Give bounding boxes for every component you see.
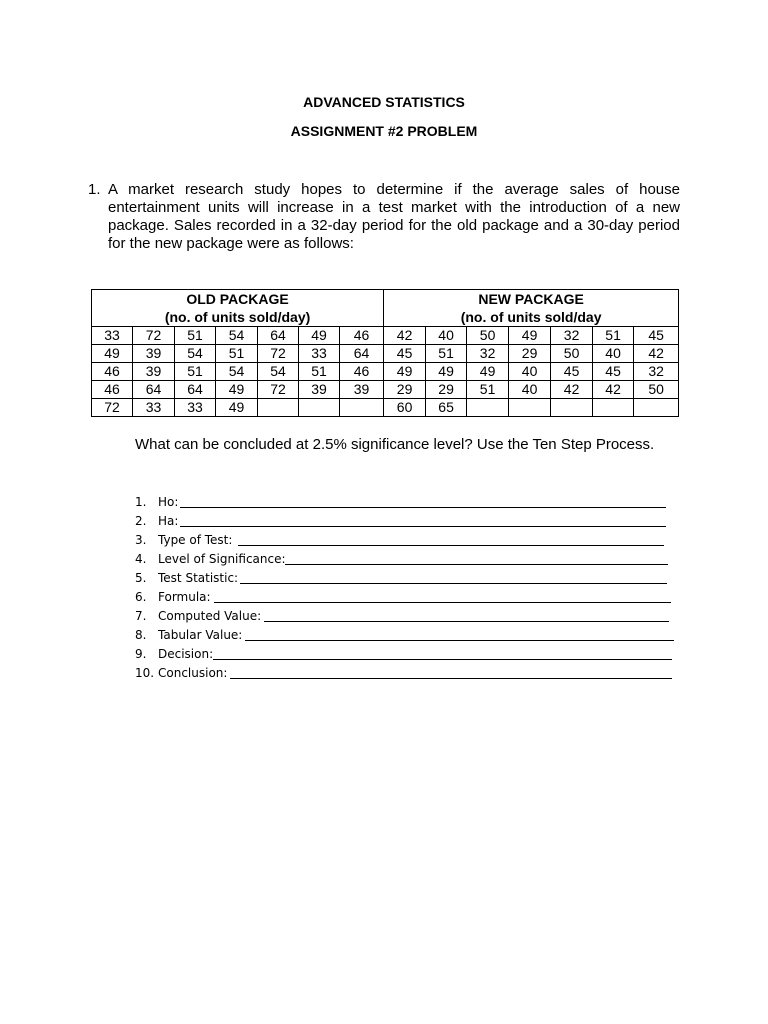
old-package-header bbox=[92, 290, 384, 327]
old-package-cell: 51 bbox=[216, 345, 258, 363]
new-package-cell: 49 bbox=[467, 363, 509, 381]
new-package-cell: 42 bbox=[634, 345, 679, 363]
answer-line[interactable] bbox=[213, 659, 672, 660]
new-package-cell: 49 bbox=[384, 363, 426, 381]
document-title: ADVANCED STATISTICS bbox=[303, 94, 465, 110]
new-package-cell bbox=[551, 399, 593, 417]
new-package-subtitle: (no. of units sold/day bbox=[460, 309, 602, 325]
old-package-cell: 33 bbox=[299, 345, 340, 363]
answer-line[interactable] bbox=[214, 602, 671, 603]
answer-line[interactable] bbox=[238, 545, 664, 546]
new-package-cell bbox=[467, 399, 509, 417]
answer-line[interactable] bbox=[240, 583, 667, 584]
new-package-cell: 45 bbox=[593, 363, 634, 381]
old-package-cell: 49 bbox=[92, 345, 133, 363]
step-number: 2. bbox=[135, 514, 147, 528]
new-package-cell bbox=[593, 399, 634, 417]
answer-line[interactable] bbox=[230, 678, 672, 679]
old-package-cell: 64 bbox=[340, 345, 384, 363]
step-number: 8. bbox=[135, 628, 147, 642]
step-label: Conclusion: bbox=[158, 666, 228, 680]
new-package-cell: 42 bbox=[384, 327, 426, 345]
new-package-cell: 51 bbox=[467, 381, 509, 399]
table-row bbox=[92, 345, 679, 363]
old-package-cell: 72 bbox=[133, 327, 175, 345]
old-package-cell: 46 bbox=[340, 327, 384, 345]
old-package-cell: 64 bbox=[133, 381, 175, 399]
assignment-title: ASSIGNMENT #2 PROBLEM bbox=[290, 123, 478, 139]
new-package-cell bbox=[509, 399, 551, 417]
old-package-cell: 54 bbox=[216, 363, 258, 381]
new-package-cell: 45 bbox=[551, 363, 593, 381]
old-package-subtitle: (no. of units sold/day) bbox=[164, 309, 311, 325]
step-label: Ha: bbox=[158, 514, 179, 528]
sales-table-body bbox=[92, 327, 679, 417]
old-package-cell: 39 bbox=[133, 363, 175, 381]
answer-line[interactable] bbox=[264, 621, 669, 622]
answer-line[interactable] bbox=[285, 564, 668, 565]
old-package-cell: 72 bbox=[258, 345, 299, 363]
old-package-cell: 46 bbox=[92, 381, 133, 399]
old-package-cell: 51 bbox=[299, 363, 340, 381]
new-package-cell: 29 bbox=[426, 381, 467, 399]
old-package-cell: 54 bbox=[258, 363, 299, 381]
step-label: Computed Value: bbox=[158, 609, 262, 623]
old-package-cell bbox=[258, 399, 299, 417]
old-package-cell: 39 bbox=[299, 381, 340, 399]
answer-line[interactable] bbox=[245, 640, 674, 641]
old-package-cell: 72 bbox=[258, 381, 299, 399]
new-package-cell: 40 bbox=[509, 363, 551, 381]
step-label: Level of Significance: bbox=[158, 552, 286, 566]
problem-statement bbox=[88, 181, 680, 253]
new-package-cell: 29 bbox=[509, 345, 551, 363]
new-package-cell: 50 bbox=[467, 327, 509, 345]
old-package-cell: 49 bbox=[216, 381, 258, 399]
new-package-cell: 40 bbox=[509, 381, 551, 399]
new-package-cell: 45 bbox=[634, 327, 679, 345]
old-package-cell: 49 bbox=[299, 327, 340, 345]
step-number: 4. bbox=[135, 552, 147, 566]
step-label: Type of Test: bbox=[158, 533, 233, 547]
old-package-cell: 49 bbox=[216, 399, 258, 417]
new-package-cell bbox=[634, 399, 679, 417]
new-package-cell: 51 bbox=[426, 345, 467, 363]
new-package-cell: 32 bbox=[551, 327, 593, 345]
step-number: 9. bbox=[135, 647, 147, 661]
new-package-cell: 42 bbox=[551, 381, 593, 399]
step-label: Test Statistic: bbox=[158, 571, 239, 585]
new-package-cell: 50 bbox=[551, 345, 593, 363]
table-row bbox=[92, 363, 679, 381]
old-package-cell bbox=[299, 399, 340, 417]
new-package-cell: 40 bbox=[593, 345, 634, 363]
new-package-cell: 65 bbox=[426, 399, 467, 417]
new-package-cell: 51 bbox=[593, 327, 634, 345]
new-package-cell: 40 bbox=[426, 327, 467, 345]
new-package-title: NEW PACKAGE bbox=[478, 291, 584, 307]
new-package-cell: 50 bbox=[634, 381, 679, 399]
old-package-cell: 39 bbox=[133, 345, 175, 363]
old-package-cell: 54 bbox=[216, 327, 258, 345]
new-package-cell: 29 bbox=[384, 381, 426, 399]
new-package-cell: 49 bbox=[426, 363, 467, 381]
old-package-cell: 64 bbox=[175, 381, 216, 399]
new-package-header bbox=[384, 290, 679, 327]
step-number: 5. bbox=[135, 571, 147, 585]
step-number: 3. bbox=[135, 533, 147, 547]
new-package-cell: 32 bbox=[634, 363, 679, 381]
old-package-cell: 33 bbox=[175, 399, 216, 417]
step-label: Formula: bbox=[158, 590, 211, 604]
step-number: 6. bbox=[135, 590, 147, 604]
table-row bbox=[92, 399, 679, 417]
answer-line[interactable] bbox=[180, 526, 666, 527]
new-package-cell: 45 bbox=[384, 345, 426, 363]
table-row bbox=[92, 327, 679, 345]
new-package-cell: 49 bbox=[509, 327, 551, 345]
old-package-title: OLD PACKAGE bbox=[186, 291, 289, 307]
answer-line[interactable] bbox=[180, 507, 666, 508]
old-package-cell: 33 bbox=[133, 399, 175, 417]
old-package-cell: 72 bbox=[92, 399, 133, 417]
old-package-cell: 33 bbox=[92, 327, 133, 345]
old-package-cell: 51 bbox=[175, 327, 216, 345]
old-package-cell: 39 bbox=[340, 381, 384, 399]
old-package-cell: 54 bbox=[175, 345, 216, 363]
old-package-cell: 64 bbox=[258, 327, 299, 345]
step-number: 10. bbox=[135, 666, 155, 680]
problem-text: A market research study hopes to determine if the average sales of house entertainment units will increase in a test market with the introduction of a new package. Sales recorded in a 32-day period for the old package and a 30-day period for the new package were as follows: bbox=[108, 181, 680, 252]
old-package-cell: 51 bbox=[175, 363, 216, 381]
step-number: 1. bbox=[135, 495, 147, 509]
question-text: What can be concluded at 2.5% significance level? Use the Ten Step Process. bbox=[135, 436, 655, 453]
table-row bbox=[92, 381, 679, 399]
step-label: Decision: bbox=[158, 647, 214, 661]
step-number: 7. bbox=[135, 609, 147, 623]
new-package-cell: 32 bbox=[467, 345, 509, 363]
step-label: Ho: bbox=[158, 495, 179, 509]
old-package-cell bbox=[340, 399, 384, 417]
old-package-cell: 46 bbox=[340, 363, 384, 381]
problem-number: 1. bbox=[88, 181, 101, 198]
new-package-cell: 60 bbox=[384, 399, 426, 417]
new-package-cell: 42 bbox=[593, 381, 634, 399]
step-label: Tabular Value: bbox=[158, 628, 243, 642]
old-package-cell: 46 bbox=[92, 363, 133, 381]
sales-table bbox=[91, 289, 679, 417]
